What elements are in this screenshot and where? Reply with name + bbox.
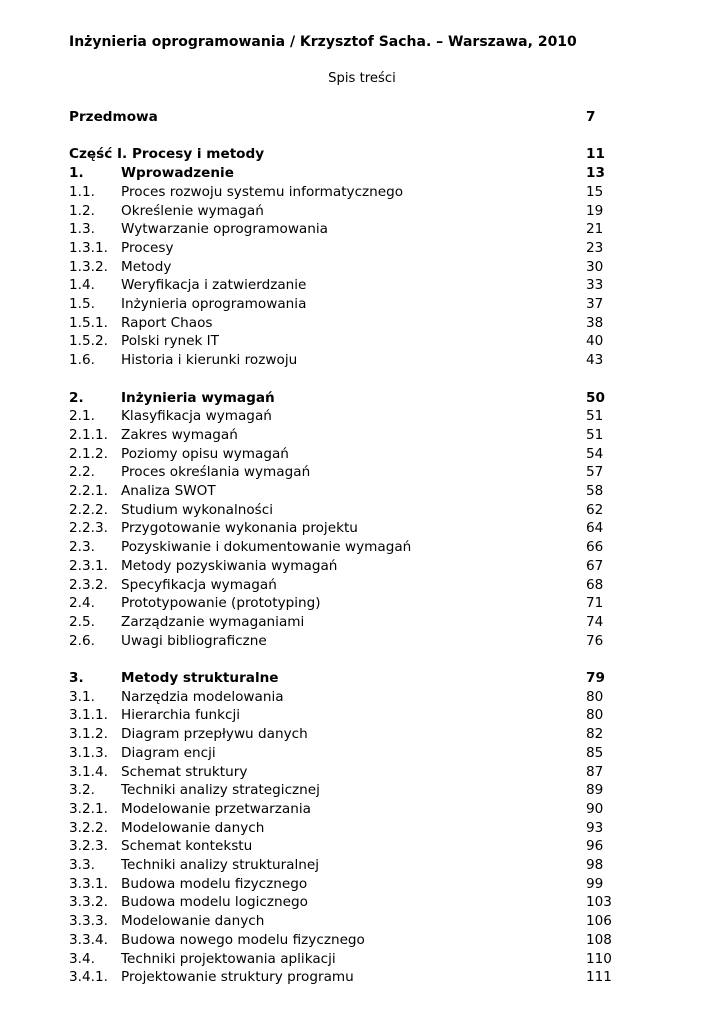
toc-entry-number: 2.1. bbox=[69, 408, 95, 425]
toc-entry-number: 1.5.2. bbox=[69, 333, 108, 350]
toc-entry bbox=[69, 463, 612, 482]
toc-entry-page: 66 bbox=[586, 539, 604, 556]
toc-entry-page: 89 bbox=[586, 782, 604, 799]
toc-entry bbox=[69, 258, 612, 277]
toc-entry-number: 1.3.1. bbox=[69, 239, 108, 256]
toc-entry-number: 1.3.2. bbox=[69, 258, 108, 275]
toc-entry-number: 1.6. bbox=[69, 352, 95, 369]
toc-entry-title: Polski rynek IT bbox=[121, 333, 219, 350]
toc-entry-number: 1.2. bbox=[69, 202, 95, 219]
toc-entry-title: Inżynieria wymagań bbox=[121, 389, 275, 406]
toc-entry bbox=[69, 202, 612, 221]
toc-entry-title: Prototypowanie (prototyping) bbox=[121, 595, 321, 612]
toc-entry bbox=[69, 482, 612, 501]
toc-entry bbox=[69, 314, 612, 333]
toc-entry bbox=[69, 295, 612, 314]
toc-entry bbox=[69, 426, 612, 445]
toc-entry bbox=[69, 950, 612, 969]
toc-entry bbox=[69, 557, 612, 576]
toc-entry-page: 58 bbox=[586, 483, 604, 499]
toc-entry-page: 111 bbox=[586, 969, 612, 986]
toc-entry-page: 54 bbox=[586, 445, 604, 462]
toc-entry-page: 74 bbox=[586, 613, 604, 630]
toc-entry-page: 51 bbox=[586, 408, 604, 425]
toc-entry bbox=[69, 837, 612, 856]
toc-entry-page: 33 bbox=[586, 277, 604, 294]
toc-entry bbox=[69, 519, 612, 538]
toc-entry-page: 23 bbox=[586, 239, 604, 256]
toc-entry-number: 3.1.4. bbox=[69, 763, 108, 780]
toc-entry-number: 3.3. bbox=[69, 857, 95, 873]
toc-heading: Spis treści bbox=[328, 71, 396, 86]
toc-entry bbox=[69, 725, 612, 744]
toc-entry-page: 82 bbox=[586, 726, 604, 743]
toc-entry-page: 19 bbox=[586, 202, 604, 219]
toc-entry bbox=[69, 276, 612, 295]
toc-entry-title: Modelowanie przetwarzania bbox=[121, 800, 311, 817]
toc-entry-page: 51 bbox=[586, 426, 604, 443]
toc-entry-page: 43 bbox=[586, 352, 604, 369]
toc-entry-number: 3.1.1. bbox=[69, 707, 108, 724]
toc-entry-title: Proces rozwoju systemu informatycznego bbox=[121, 183, 404, 200]
toc-entry-number: 1. bbox=[69, 165, 84, 182]
toc-entry-title: Metody strukturalne bbox=[121, 670, 279, 686]
toc-entry bbox=[69, 875, 612, 894]
toc-entry-page: 76 bbox=[586, 632, 604, 649]
toc-entry-page: 21 bbox=[586, 221, 604, 238]
toc-entry bbox=[69, 669, 612, 688]
toc-entry-title: Proces określania wymagań bbox=[121, 464, 311, 481]
toc-entry bbox=[69, 706, 612, 725]
toc-entry-number: 2. bbox=[69, 389, 84, 406]
toc-entry-title: Wprowadzenie bbox=[121, 165, 234, 182]
toc-entry-number: 3.2.1. bbox=[69, 800, 108, 817]
toc-entry-title: Poziomy opisu wymagań bbox=[121, 445, 289, 462]
toc-entry-number: 3.1. bbox=[69, 688, 95, 705]
toc-entry bbox=[69, 800, 612, 819]
toc-entry-title: Modelowanie danych bbox=[121, 819, 265, 836]
toc-entry bbox=[69, 781, 612, 800]
toc-entry-page: 99 bbox=[586, 875, 604, 892]
toc-entry bbox=[69, 407, 612, 426]
toc-entry-title: Budowa nowego modelu fizycznego bbox=[121, 931, 365, 948]
toc-entry bbox=[69, 744, 612, 763]
toc-entry-title: Techniki analizy strukturalnej bbox=[121, 857, 320, 873]
toc-entry bbox=[69, 351, 612, 370]
toc-entry-number: 2.3. bbox=[69, 539, 95, 556]
toc-entry bbox=[69, 164, 612, 183]
toc-entry-title: Projektowanie struktury programu bbox=[121, 969, 354, 986]
toc-entry-title: Budowa modelu fizycznego bbox=[121, 875, 308, 892]
toc-entry-title: Przygotowanie wykonania projektu bbox=[121, 520, 358, 537]
toc-entry-title: Diagram przepływu danych bbox=[121, 726, 308, 743]
toc-entry bbox=[69, 445, 612, 464]
toc-entry-title: Historia i kierunki rozwoju bbox=[121, 352, 298, 369]
toc-entry-number: 3.2. bbox=[69, 782, 95, 799]
toc-entry-page: 90 bbox=[586, 800, 604, 817]
toc-entry-number: 3.4.1. bbox=[69, 969, 108, 986]
toc-entry-title: Weryfikacja i zatwierdzanie bbox=[121, 277, 307, 294]
toc-entry-title: Określenie wymagań bbox=[121, 202, 264, 219]
toc-entry bbox=[69, 763, 612, 782]
toc-entry-number: 2.1.1. bbox=[69, 426, 108, 443]
toc-entry-number: 3.3.3. bbox=[69, 913, 108, 930]
toc-entry-title: Analiza SWOT bbox=[121, 483, 216, 499]
toc-entry-title: Techniki projektowania aplikacji bbox=[121, 950, 336, 967]
toc-entry bbox=[69, 239, 612, 258]
toc-entry-number: 3.3.2. bbox=[69, 894, 108, 911]
toc-entry bbox=[69, 856, 612, 875]
toc-entry-page: 37 bbox=[586, 296, 604, 312]
toc-entry-title: Studium wykonalności bbox=[121, 501, 274, 518]
toc-entry bbox=[69, 893, 612, 912]
toc-entry-page: 15 bbox=[586, 183, 604, 200]
toc-entry-page: 7 bbox=[586, 109, 596, 125]
toc-entry-title: Przedmowa bbox=[69, 109, 158, 125]
toc-entry bbox=[69, 912, 612, 931]
toc-entry bbox=[69, 819, 612, 838]
toc-entry bbox=[69, 632, 612, 651]
toc-entry-title: Schemat kontekstu bbox=[121, 838, 253, 855]
toc-entry bbox=[69, 389, 612, 408]
toc-entry-page: 106 bbox=[586, 913, 612, 930]
toc-entry-number: 3.1.2. bbox=[69, 726, 108, 743]
toc-entry bbox=[69, 968, 612, 987]
toc-entry-title: Techniki analizy strategicznej bbox=[121, 782, 320, 799]
toc-entry-title: Budowa modelu logicznego bbox=[121, 894, 308, 911]
toc-entry-number: 1.3. bbox=[69, 221, 95, 238]
toc-entry-title: Modelowanie danych bbox=[121, 913, 265, 930]
toc-entry-title: Schemat struktury bbox=[121, 763, 248, 780]
toc-entry-number: 2.2.1. bbox=[69, 483, 108, 499]
toc-entry-title: Pozyskiwanie i dokumentowanie wymagań bbox=[121, 539, 412, 556]
toc-entry-number: 1.4. bbox=[69, 277, 95, 294]
toc-entry bbox=[69, 613, 612, 632]
toc-entry-number: 2.2.3. bbox=[69, 520, 108, 537]
toc-entry bbox=[69, 145, 612, 164]
toc-entry-title: Zakres wymagań bbox=[121, 426, 238, 443]
toc-entry-number: 3.2.2. bbox=[69, 819, 108, 836]
toc-entry-title: Metody pozyskiwania wymagań bbox=[121, 557, 338, 574]
toc-entry-page: 68 bbox=[586, 576, 604, 593]
toc-entry-number: 3.3.4. bbox=[69, 931, 108, 948]
toc-entry-page: 103 bbox=[586, 894, 612, 911]
toc-entry-number: 2.2. bbox=[69, 464, 95, 481]
toc-entry bbox=[69, 594, 612, 613]
toc-entry-number: 1.5. bbox=[69, 296, 95, 312]
toc-entry-number: 2.5. bbox=[69, 613, 95, 630]
toc-entry-title: Raport Chaos bbox=[121, 314, 213, 331]
toc-entry-page: 108 bbox=[586, 931, 612, 948]
toc-entry-page: 38 bbox=[586, 314, 604, 331]
toc-entry-number: 2.3.1. bbox=[69, 557, 108, 574]
toc-entry bbox=[69, 931, 612, 950]
toc-entry-number: 3.3.1. bbox=[69, 875, 108, 892]
toc-entry-number: 3.1.3. bbox=[69, 744, 108, 761]
toc-entry-number: 2.6. bbox=[69, 632, 95, 649]
toc-entry-page: 79 bbox=[586, 670, 605, 686]
toc-entry-page: 80 bbox=[586, 688, 604, 705]
toc-entry-page: 62 bbox=[586, 501, 604, 518]
toc-entry-page: 40 bbox=[586, 333, 604, 350]
toc-entry-title: Narzędzia modelowania bbox=[121, 688, 284, 705]
toc-entry-title: Diagram encji bbox=[121, 744, 216, 761]
toc-entry-page: 57 bbox=[586, 464, 604, 481]
toc-entry-page: 96 bbox=[586, 838, 604, 855]
toc-entry-title: Specyfikacja wymagań bbox=[121, 576, 277, 593]
toc-entry-page: 93 bbox=[586, 819, 604, 836]
toc-entry-title: Inżynieria oprogramowania bbox=[121, 296, 307, 312]
toc-entry-number: 2.1.2. bbox=[69, 445, 108, 462]
toc-entry-title: Metody bbox=[121, 258, 172, 275]
toc-entry-title: Część I. Procesy i metody bbox=[69, 146, 265, 163]
toc-entry-page: 11 bbox=[586, 146, 605, 163]
toc-entry-page: 50 bbox=[586, 389, 605, 406]
toc-entry bbox=[69, 688, 612, 707]
toc-entry-number: 2.2.2. bbox=[69, 501, 108, 518]
toc-entry-number: 2.4. bbox=[69, 595, 95, 612]
toc-entry-page: 30 bbox=[586, 258, 604, 275]
toc-entry-number: 2.3.2. bbox=[69, 576, 108, 593]
toc-entry bbox=[69, 108, 612, 127]
toc-entry bbox=[69, 576, 612, 595]
toc-entry-page: 80 bbox=[586, 707, 604, 724]
toc-entry-title: Procesy bbox=[121, 239, 174, 256]
toc-entry-page: 98 bbox=[586, 857, 604, 873]
toc-entry bbox=[69, 501, 612, 520]
toc-entry bbox=[69, 332, 612, 351]
toc-entry-title: Uwagi bibliograficzne bbox=[121, 632, 267, 649]
toc-entry bbox=[69, 538, 612, 557]
toc-entry-title: Klasyfikacja wymagań bbox=[121, 408, 272, 425]
toc-entry-number: 3. bbox=[69, 670, 84, 686]
toc-entry-title: Hierarchia funkcji bbox=[121, 707, 241, 724]
toc-entry-page: 13 bbox=[586, 165, 605, 182]
toc-entry-number: 1.5.1. bbox=[69, 314, 108, 331]
toc-entry-page: 64 bbox=[586, 520, 604, 537]
toc-entry bbox=[69, 183, 612, 202]
toc-entry-page: 110 bbox=[586, 950, 612, 967]
toc-entry-page: 85 bbox=[586, 744, 604, 761]
toc-entry-page: 67 bbox=[586, 557, 604, 574]
toc-entry-number: 1.1. bbox=[69, 183, 95, 200]
toc-entry-title: Zarządzanie wymaganiami bbox=[121, 613, 305, 630]
toc-entry bbox=[69, 220, 612, 239]
toc-entry-number: 3.2.3. bbox=[69, 838, 108, 855]
toc-entry-page: 71 bbox=[586, 595, 604, 612]
toc-entry-title: Wytwarzanie oprogramowania bbox=[121, 221, 328, 238]
document-header-title: Inżynieria oprogramowania / Krzysztof Sacha. – Warszawa, 2010 bbox=[69, 34, 577, 50]
toc-entry-number: 3.4. bbox=[69, 950, 95, 967]
toc-entry-page: 87 bbox=[586, 763, 604, 780]
